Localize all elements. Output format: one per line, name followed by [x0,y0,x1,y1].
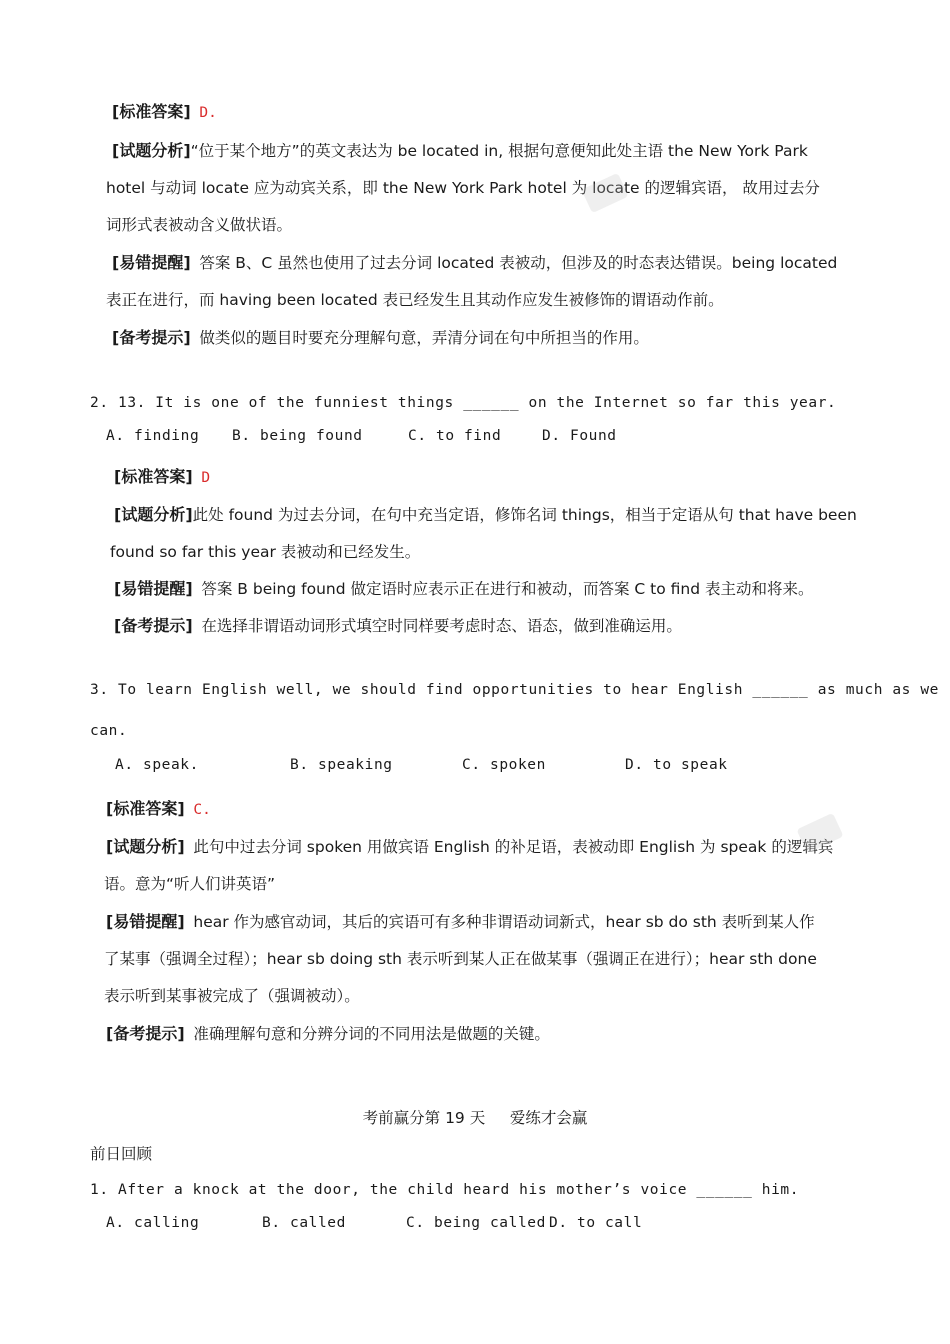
q3-mistake-line2: 了某事（强调全过程）；hear sb doing sth 表示听到某人正在做某事（强调正在进行）；hear sth done [104,950,817,968]
answer-value: D [201,470,211,486]
answer-label: [标准答案] [114,467,193,486]
q3-option-d: D. to speak [625,757,728,773]
q3-mistake-line3: 表示听到某事被完成了（强调被动）。 [104,987,360,1005]
analysis-text: “位于某个地方”的英文表达为 be located in, 根据句意便知此处主语 the New York Park [190,142,808,160]
q3-option-a: A. speak. [115,757,199,773]
q2-mistake-row [114,578,814,601]
q3-question-line2: can. [90,723,128,739]
q3-option-b: B. speaking [290,757,393,773]
analysis-label: [试题分析] [112,141,191,160]
review-label: 前日回顾 [90,1145,153,1163]
mistake-text: 答案 B being found 做定语时应表示正在进行和被动，而答案 C to find 表主动和将来。 [201,580,814,598]
mistake-label: [易错提醒] [106,912,185,931]
mistake-text: hear 作为感官动词，其后的宾语可有多种非谓语动词新式，hear sb do sth 表听到某人作 [193,913,815,931]
tip-text: 做类似的题目时要充分理解句意，弄清分词在句中所担当的作用。 [199,329,649,347]
q3-option-c: C. spoken [462,757,546,773]
q3-analysis-line2: 语。意为“听人们讲英语” [104,875,276,893]
q2-option-a: A. finding [106,428,200,444]
q3-answer-row [106,798,211,821]
mistake-label: [易错提醒] [112,253,191,272]
q1-mistake-line2: 表正在进行，而 having been located 表已经发生且其动作应发生被修饰的谓语动作前。 [106,291,724,309]
q1-analysis-row [112,140,808,163]
q1-analysis-line3: 词形式表被动含义做状语。 [106,216,293,234]
q3-analysis-row [106,836,833,859]
review-option-a: A. calling [106,1215,200,1231]
analysis-text: 此处 found 为过去分词，在句中充当定语，修饰名词 things，相当于定语从句 that have been [192,506,857,524]
q2-analysis-row [114,504,857,527]
q2-analysis-line2: found so far this year 表被动和已经发生。 [110,543,421,561]
q3-question-line1: 3. To learn English well, we should find opportunities to hear English ______ as much as we [90,682,940,698]
q2-answer-row [114,466,210,489]
answer-label: [标准答案] [106,799,185,818]
q1-answer-row [112,101,217,124]
q1-mistake-row [112,252,837,275]
review-option-b: B. called [262,1215,346,1231]
review-option-d: D. to call [549,1215,643,1231]
q1-tip-row [112,327,649,350]
q2-question: 2. 13. It is one of the funniest things ______ on the Internet so far this year. [90,395,837,411]
q3-tip-row [106,1023,550,1046]
analysis-label: [试题分析] [114,505,193,524]
answer-label: [标准答案] [112,102,191,121]
analysis-label: [试题分析] [106,837,185,856]
tip-label: [备考提示] [106,1024,185,1043]
q3-mistake-row [106,911,815,934]
review-question: 1. After a knock at the door, the child heard his mother’s voice ______ him. [90,1182,800,1198]
q2-option-b: B. being found [232,428,363,444]
mistake-label: [易错提醒] [114,579,193,598]
answer-value: C. [193,802,211,818]
q2-option-d: D. Found [542,428,617,444]
tip-text: 在选择非谓语动词形式填空时同样要考虑时态、语态，做到准确运用。 [201,617,682,635]
q2-tip-row [114,615,682,638]
tip-label: [备考提示] [114,616,193,635]
analysis-text: 此句中过去分词 spoken 用做宾语 English 的补足语，表被动即 English 为 speak 的逻辑宾 [193,838,834,856]
answer-value: D. [199,105,217,121]
q2-option-c: C. to find [408,428,502,444]
q1-analysis-line2: hotel 与动词 locate 应为动宾关系，即 the New York Park hotel 为 locate 的逻辑宾语， 故用过去分 [106,179,820,197]
tip-label: [备考提示] [112,328,191,347]
tip-text: 准确理解句意和分辨分词的不同用法是做题的关键。 [193,1025,550,1043]
section-title: 考前赢分第 19 天 爱练才会赢 [362,1109,588,1127]
mistake-text: 答案 B、C 虽然也使用了过去分词 located 表被动，但涉及的时态表达错误。being located [199,254,838,272]
review-option-c: C. being called [406,1215,546,1231]
